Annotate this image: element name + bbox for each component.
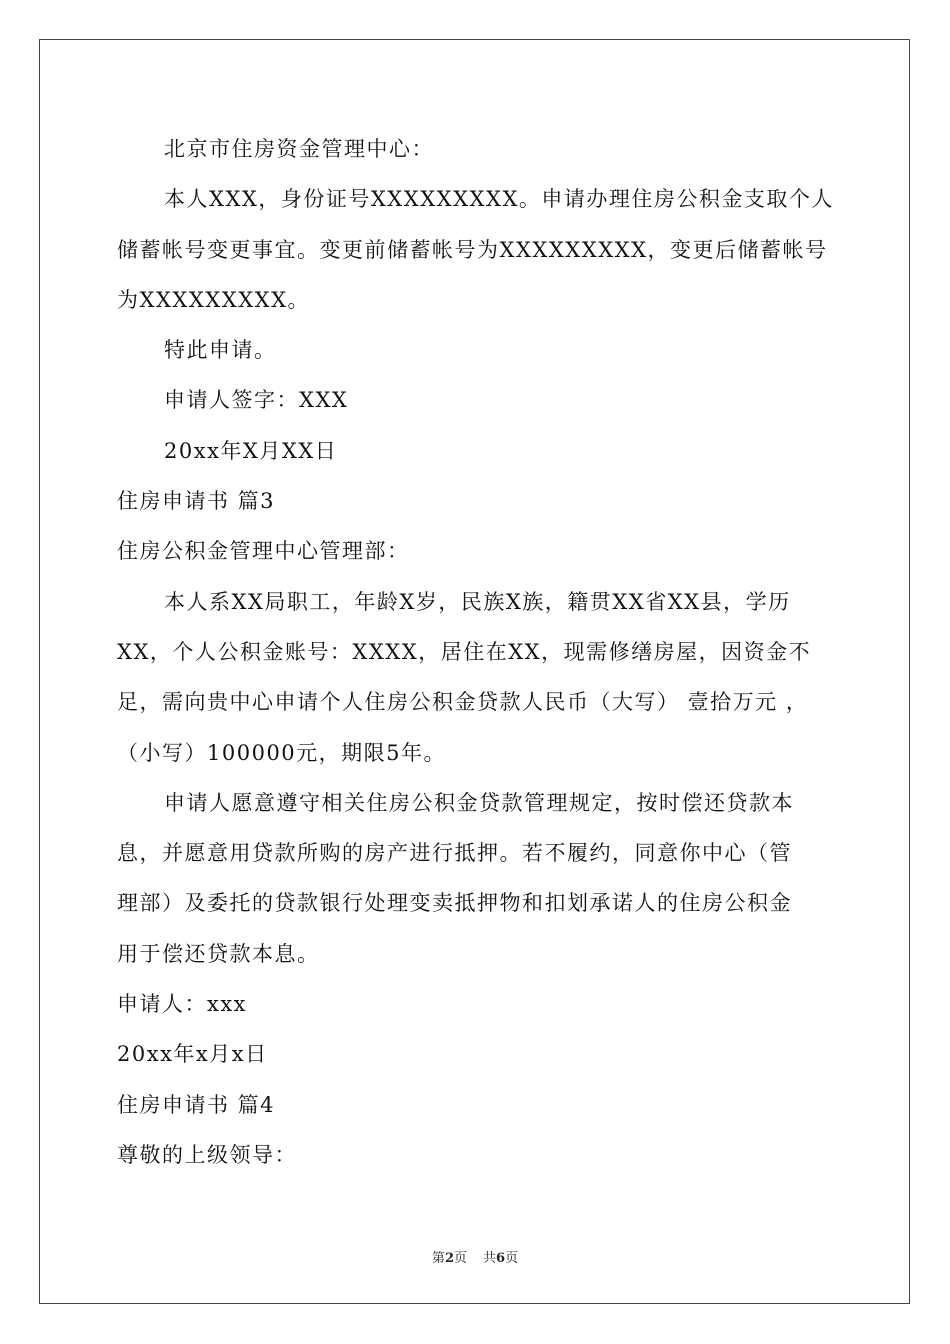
paragraph-line: （小写）100000元，期限5年。	[117, 740, 447, 765]
date-line: 20xx年x月x日	[117, 1042, 268, 1067]
paragraph-line: 储蓄帐号变更事宜。变更前储蓄帐号为XXXXXXXXX，变更后储蓄帐号	[117, 237, 828, 262]
closing-line: 特此申请。	[164, 338, 277, 363]
paragraph-line: 足，需向贵中心申请个人住房公积金贷款人民币（大写） 壹拾万元 ，	[117, 690, 809, 715]
paragraph-line: 申请人愿意遵守相关住房公积金贷款管理规定，按时偿还贷款本	[164, 790, 794, 815]
page-suffix: 页	[453, 1251, 467, 1266]
paragraph-line: 本人XXX，身份证号XXXXXXXXX。申请办理住房公积金支取个人	[164, 187, 834, 212]
salutation-line: 北京市住房资金管理中心：	[164, 137, 434, 161]
signature-line: 申请人签字：XXX	[164, 388, 349, 413]
document-body	[117, 124, 837, 1180]
paragraph-line: 本人系XX局职工，年龄X岁，民族X族，籍贯XX省XX县，学历	[164, 589, 791, 614]
signature-line: 申请人：xxx	[117, 992, 248, 1017]
salutation-line: 住房公积金管理中心管理部：	[117, 539, 410, 564]
page-footer	[0, 1247, 950, 1266]
paragraph-line: 理部）及委托的贷款银行处理变卖抵押物和扣划承诺人的住房公积金	[117, 891, 792, 916]
paragraph-line: 用于偿还贷款本息。	[117, 941, 320, 966]
total-suffix: 页	[505, 1251, 519, 1266]
paragraph-line: 息，并愿意用贷款所购的房产进行抵押。若不履约，同意你中心（管	[117, 841, 792, 866]
date-line: 20xx年X月XX日	[164, 438, 338, 463]
salutation-line: 尊敬的上级领导：	[117, 1142, 297, 1167]
page-prefix: 第	[431, 1251, 445, 1266]
section-heading: 住房申请书 篇4	[117, 1092, 276, 1117]
total-page-count: 6	[496, 1251, 506, 1266]
current-page-number: 2	[444, 1251, 454, 1266]
section-heading: 住房申请书 篇3	[117, 489, 276, 514]
paragraph-line: 为XXXXXXXXX。	[117, 287, 311, 312]
total-prefix: 共	[483, 1251, 497, 1266]
paragraph-line: XX，个人公积金账号：XXXX，居住在XX，现需修缮房屋，因资金不	[117, 639, 812, 664]
